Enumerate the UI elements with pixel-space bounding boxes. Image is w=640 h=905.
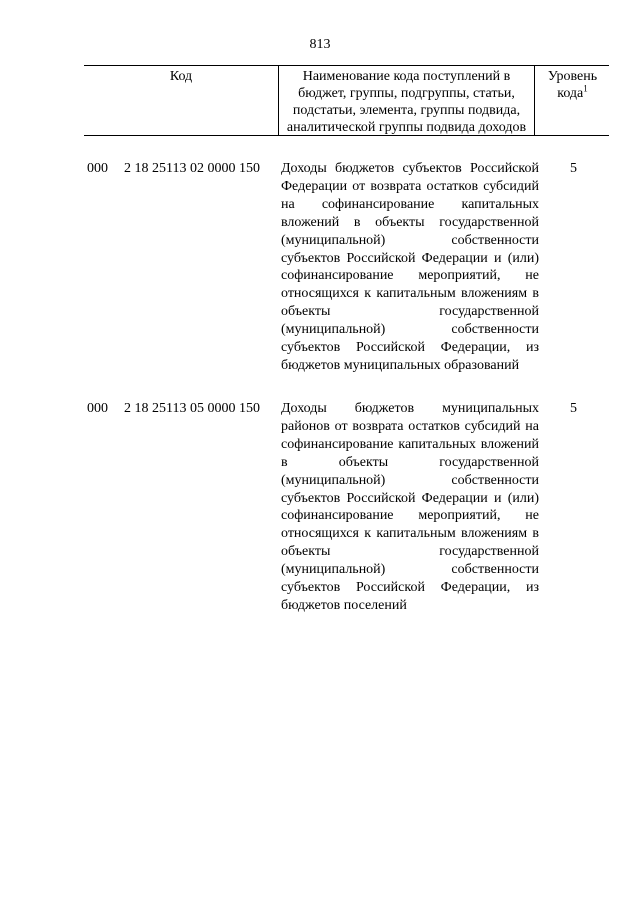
row-name: Доходы бюджетов субъектов Российской Федерации от возврата остатков субсидий на софинансирование капитальных вложений в объекты государственной (муниципальной) собственности субъектов Российской Федерации и (или) софинансирование мероприятий, не относящихся к капитальным вложениям в объекты государственной (муниципальной) собственности субъектов Российской Федерации, из бюджетов муниципальных образований (281, 161, 539, 373)
header-code-label: Код (169, 69, 193, 84)
footnote-marker: 1 (583, 83, 588, 94)
row-prefix: 000 (87, 161, 108, 176)
header-level-label: Уровень кода (547, 69, 598, 101)
header-name-label: Наименование кода поступлений в бюджет, группы, подгруппы, статьи, подстатьи, элемента, группы подвида, аналитической группы подвида доходов (286, 69, 527, 135)
row-prefix: 000 (87, 401, 108, 416)
table-header (84, 65, 609, 136)
row-code: 2 18 25113 02 0000 150 (124, 161, 260, 176)
header-name (278, 66, 535, 135)
row-level: 5 (570, 401, 577, 416)
page-number: 813 (309, 37, 331, 52)
header-code (84, 66, 278, 135)
row-code: 2 18 25113 05 0000 150 (124, 401, 260, 416)
row-name: Доходы бюджетов муниципальных районов от возврата остатков субсидий на софинансирование капитальных вложений в объекты государственной (муниципальной) собственности субъектов Российской Федерации и (или) софинансирование мероприятий, не относящихся к капитальным вложениям в объекты государственной (муниципальной) собственности субъектов Российской Федерации, из бюджетов поселений (281, 401, 539, 613)
header-level (536, 66, 609, 135)
row-level: 5 (570, 161, 577, 176)
